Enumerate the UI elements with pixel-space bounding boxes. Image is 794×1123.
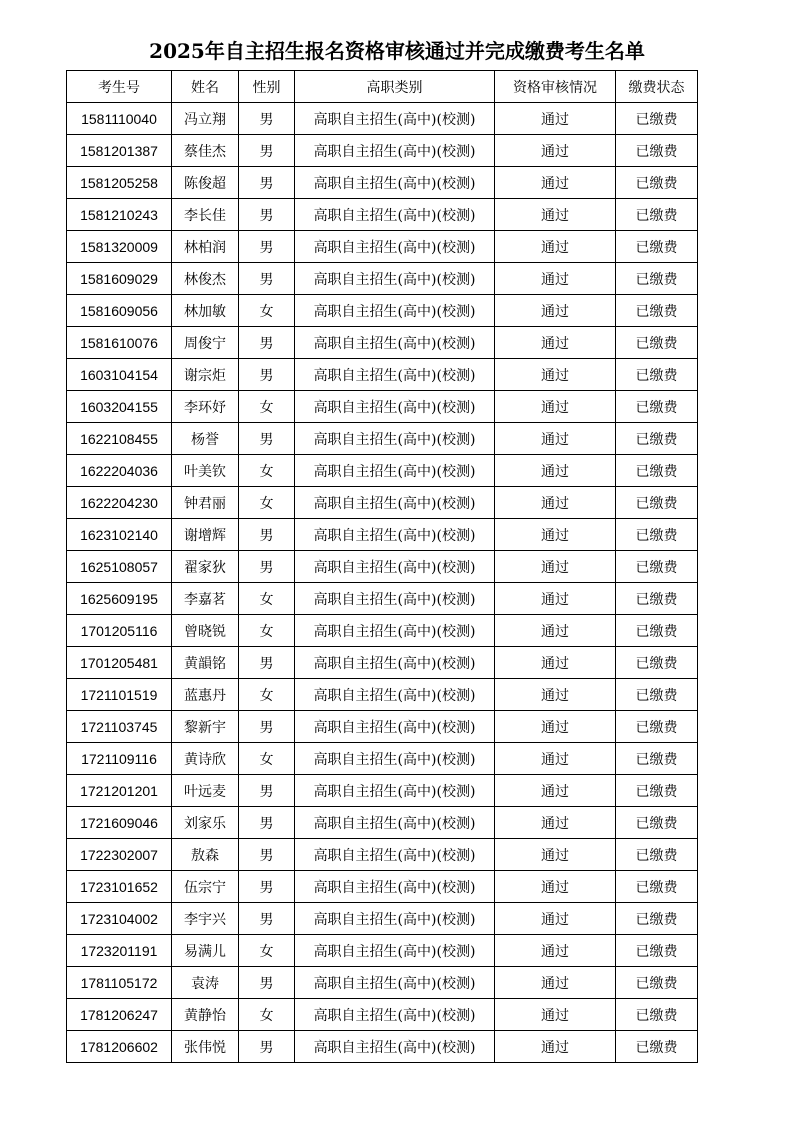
payment-status-cell: 已缴费: [616, 455, 698, 487]
table-row: [67, 103, 698, 135]
table-row: [67, 615, 698, 647]
review-status-cell: 通过: [495, 199, 616, 231]
category-cell: 高职自主招生(高中)(校测): [295, 455, 495, 487]
gender-cell: 男: [239, 647, 295, 679]
review-status-cell: 通过: [495, 423, 616, 455]
exam-id-cell: 1581210243: [67, 199, 172, 231]
gender-cell: 女: [239, 295, 295, 327]
exam-id-cell: 1721103745: [67, 711, 172, 743]
gender-cell: 男: [239, 263, 295, 295]
payment-status-cell: 已缴费: [616, 231, 698, 263]
name-cell: 李环妤: [172, 391, 239, 423]
category-cell: 高职自主招生(高中)(校测): [295, 679, 495, 711]
table-row: [67, 711, 698, 743]
payment-status-cell: 已缴费: [616, 647, 698, 679]
name-cell: 林柏润: [172, 231, 239, 263]
name-cell: 杨誉: [172, 423, 239, 455]
payment-status-cell: 已缴费: [616, 743, 698, 775]
gender-cell: 女: [239, 999, 295, 1031]
gender-cell: 男: [239, 807, 295, 839]
gender-cell: 男: [239, 231, 295, 263]
payment-status-cell: 已缴费: [616, 199, 698, 231]
table-row: [67, 871, 698, 903]
review-status-cell: 通过: [495, 1031, 616, 1063]
exam-id-cell: 1721609046: [67, 807, 172, 839]
exam-id-cell: 1723101652: [67, 871, 172, 903]
exam-id-cell: 1721109116: [67, 743, 172, 775]
name-cell: 林加敏: [172, 295, 239, 327]
review-status-cell: 通过: [495, 583, 616, 615]
exam-id-cell: 1722302007: [67, 839, 172, 871]
gender-cell: 男: [239, 103, 295, 135]
name-cell: 冯立翔: [172, 103, 239, 135]
table-row: [67, 231, 698, 263]
table-row: [67, 743, 698, 775]
payment-status-cell: 已缴费: [616, 551, 698, 583]
gender-cell: 女: [239, 679, 295, 711]
name-cell: 李宇兴: [172, 903, 239, 935]
table-row: [67, 391, 698, 423]
payment-status-cell: 已缴费: [616, 487, 698, 519]
review-status-cell: 通过: [495, 999, 616, 1031]
table-row: [67, 551, 698, 583]
name-cell: 曾晓锐: [172, 615, 239, 647]
category-cell: 高职自主招生(高中)(校测): [295, 935, 495, 967]
category-cell: 高职自主招生(高中)(校测): [295, 775, 495, 807]
name-cell: 叶美钦: [172, 455, 239, 487]
review-status-cell: 通过: [495, 103, 616, 135]
gender-cell: 男: [239, 903, 295, 935]
name-cell: 张伟悦: [172, 1031, 239, 1063]
table-row: [67, 1031, 698, 1063]
column-header-exam-id: 考生号: [67, 71, 172, 103]
payment-status-cell: 已缴费: [616, 359, 698, 391]
category-cell: 高职自主招生(高中)(校测): [295, 871, 495, 903]
gender-cell: 男: [239, 327, 295, 359]
category-cell: 高职自主招生(高中)(校测): [295, 583, 495, 615]
table-row: [67, 167, 698, 199]
name-cell: 蓝惠丹: [172, 679, 239, 711]
gender-cell: 女: [239, 455, 295, 487]
name-cell: 黄韻铭: [172, 647, 239, 679]
review-status-cell: 通过: [495, 327, 616, 359]
table-row: [67, 903, 698, 935]
gender-cell: 男: [239, 199, 295, 231]
category-cell: 高职自主招生(高中)(校测): [295, 103, 495, 135]
gender-cell: 女: [239, 743, 295, 775]
table-row: [67, 359, 698, 391]
exam-id-cell: 1622108455: [67, 423, 172, 455]
gender-cell: 男: [239, 1031, 295, 1063]
exam-id-cell: 1625609195: [67, 583, 172, 615]
review-status-cell: 通过: [495, 871, 616, 903]
exam-id-cell: 1781206247: [67, 999, 172, 1031]
exam-id-cell: 1581205258: [67, 167, 172, 199]
table-row: [67, 519, 698, 551]
column-header-gender: 性别: [239, 71, 295, 103]
table-body: [67, 103, 698, 1063]
review-status-cell: 通过: [495, 647, 616, 679]
category-cell: 高职自主招生(高中)(校测): [295, 167, 495, 199]
category-cell: 高职自主招生(高中)(校测): [295, 359, 495, 391]
exam-id-cell: 1723201191: [67, 935, 172, 967]
review-status-cell: 通过: [495, 455, 616, 487]
payment-status-cell: 已缴费: [616, 935, 698, 967]
name-cell: 谢增辉: [172, 519, 239, 551]
exam-id-cell: 1721201201: [67, 775, 172, 807]
gender-cell: 女: [239, 935, 295, 967]
table-row: [67, 839, 698, 871]
review-status-cell: 通过: [495, 263, 616, 295]
review-status-cell: 通过: [495, 839, 616, 871]
header-row: [67, 71, 698, 103]
category-cell: 高职自主招生(高中)(校测): [295, 135, 495, 167]
name-cell: 李长佳: [172, 199, 239, 231]
category-cell: 高职自主招生(高中)(校测): [295, 295, 495, 327]
gender-cell: 男: [239, 423, 295, 455]
gender-cell: 男: [239, 135, 295, 167]
exam-id-cell: 1781105172: [67, 967, 172, 999]
name-cell: 刘家乐: [172, 807, 239, 839]
gender-cell: 男: [239, 711, 295, 743]
category-cell: 高职自主招生(高中)(校测): [295, 743, 495, 775]
payment-status-cell: 已缴费: [616, 999, 698, 1031]
payment-status-cell: 已缴费: [616, 807, 698, 839]
gender-cell: 女: [239, 487, 295, 519]
column-header-category: 高职类别: [295, 71, 495, 103]
gender-cell: 男: [239, 519, 295, 551]
payment-status-cell: 已缴费: [616, 167, 698, 199]
review-status-cell: 通过: [495, 167, 616, 199]
exam-id-cell: 1623102140: [67, 519, 172, 551]
name-cell: 谢宗炬: [172, 359, 239, 391]
page-title: 2025年自主招生报名资格审核通过并完成缴费考生名单: [149, 39, 645, 63]
column-header-payment-status: 缴费状态: [616, 71, 698, 103]
table-row: [67, 199, 698, 231]
category-cell: 高职自主招生(高中)(校测): [295, 263, 495, 295]
table-row: [67, 935, 698, 967]
payment-status-cell: 已缴费: [616, 583, 698, 615]
gender-cell: 女: [239, 391, 295, 423]
payment-status-cell: 已缴费: [616, 135, 698, 167]
table-row: [67, 647, 698, 679]
table-row: [67, 263, 698, 295]
name-cell: 周俊宁: [172, 327, 239, 359]
exam-id-cell: 1603204155: [67, 391, 172, 423]
exam-id-cell: 1721101519: [67, 679, 172, 711]
gender-cell: 男: [239, 359, 295, 391]
gender-cell: 男: [239, 839, 295, 871]
category-cell: 高职自主招生(高中)(校测): [295, 327, 495, 359]
review-status-cell: 通过: [495, 679, 616, 711]
category-cell: 高职自主招生(高中)(校测): [295, 1031, 495, 1063]
review-status-cell: 通过: [495, 391, 616, 423]
name-cell: 黄静怡: [172, 999, 239, 1031]
gender-cell: 男: [239, 967, 295, 999]
name-cell: 钟君丽: [172, 487, 239, 519]
payment-status-cell: 已缴费: [616, 711, 698, 743]
table-row: [67, 679, 698, 711]
review-status-cell: 通过: [495, 967, 616, 999]
review-status-cell: 通过: [495, 775, 616, 807]
name-cell: 叶远麦: [172, 775, 239, 807]
table-row: [67, 327, 698, 359]
table-row: [67, 999, 698, 1031]
exam-id-cell: 1581110040: [67, 103, 172, 135]
name-cell: 陈俊超: [172, 167, 239, 199]
exam-id-cell: 1581610076: [67, 327, 172, 359]
gender-cell: 男: [239, 167, 295, 199]
exam-id-cell: 1625108057: [67, 551, 172, 583]
exam-id-cell: 1781206602: [67, 1031, 172, 1063]
name-cell: 李嘉茗: [172, 583, 239, 615]
review-status-cell: 通过: [495, 359, 616, 391]
table-row: [67, 807, 698, 839]
name-cell: 黄诗欣: [172, 743, 239, 775]
table-row: [67, 487, 698, 519]
category-cell: 高职自主招生(高中)(校测): [295, 551, 495, 583]
review-status-cell: 通过: [495, 903, 616, 935]
exam-id-cell: 1701205481: [67, 647, 172, 679]
review-status-cell: 通过: [495, 935, 616, 967]
table-row: [67, 295, 698, 327]
name-cell: 袁涛: [172, 967, 239, 999]
exam-id-cell: 1581201387: [67, 135, 172, 167]
category-cell: 高职自主招生(高中)(校测): [295, 807, 495, 839]
category-cell: 高职自主招生(高中)(校测): [295, 231, 495, 263]
review-status-cell: 通过: [495, 615, 616, 647]
category-cell: 高职自主招生(高中)(校测): [295, 967, 495, 999]
column-header-name: 姓名: [172, 71, 239, 103]
table-row: [67, 423, 698, 455]
exam-id-cell: 1723104002: [67, 903, 172, 935]
gender-cell: 男: [239, 775, 295, 807]
table-row: [67, 583, 698, 615]
category-cell: 高职自主招生(高中)(校测): [295, 711, 495, 743]
category-cell: 高职自主招生(高中)(校测): [295, 839, 495, 871]
name-cell: 翟家狄: [172, 551, 239, 583]
payment-status-cell: 已缴费: [616, 903, 698, 935]
payment-status-cell: 已缴费: [616, 295, 698, 327]
payment-status-cell: 已缴费: [616, 103, 698, 135]
review-status-cell: 通过: [495, 519, 616, 551]
gender-cell: 男: [239, 871, 295, 903]
payment-status-cell: 已缴费: [616, 423, 698, 455]
table-row: [67, 455, 698, 487]
name-cell: 蔡佳杰: [172, 135, 239, 167]
category-cell: 高职自主招生(高中)(校测): [295, 423, 495, 455]
review-status-cell: 通过: [495, 743, 616, 775]
review-status-cell: 通过: [495, 807, 616, 839]
candidate-table: [66, 70, 698, 1063]
exam-id-cell: 1581609056: [67, 295, 172, 327]
category-cell: 高职自主招生(高中)(校测): [295, 647, 495, 679]
category-cell: 高职自主招生(高中)(校测): [295, 903, 495, 935]
payment-status-cell: 已缴费: [616, 391, 698, 423]
payment-status-cell: 已缴费: [616, 967, 698, 999]
gender-cell: 女: [239, 615, 295, 647]
category-cell: 高职自主招生(高中)(校测): [295, 487, 495, 519]
payment-status-cell: 已缴费: [616, 327, 698, 359]
gender-cell: 男: [239, 551, 295, 583]
payment-status-cell: 已缴费: [616, 839, 698, 871]
exam-id-cell: 1581320009: [67, 231, 172, 263]
category-cell: 高职自主招生(高中)(校测): [295, 199, 495, 231]
category-cell: 高职自主招生(高中)(校测): [295, 615, 495, 647]
review-status-cell: 通过: [495, 135, 616, 167]
name-cell: 伍宗宁: [172, 871, 239, 903]
exam-id-cell: 1622204036: [67, 455, 172, 487]
table-row: [67, 775, 698, 807]
table-row: [67, 967, 698, 999]
name-cell: 易满儿: [172, 935, 239, 967]
review-status-cell: 通过: [495, 231, 616, 263]
exam-id-cell: 1603104154: [67, 359, 172, 391]
gender-cell: 女: [239, 583, 295, 615]
category-cell: 高职自主招生(高中)(校测): [295, 999, 495, 1031]
name-cell: 林俊杰: [172, 263, 239, 295]
payment-status-cell: 已缴费: [616, 1031, 698, 1063]
exam-id-cell: 1581609029: [67, 263, 172, 295]
column-header-review-status: 资格审核情况: [495, 71, 616, 103]
payment-status-cell: 已缴费: [616, 679, 698, 711]
review-status-cell: 通过: [495, 487, 616, 519]
category-cell: 高职自主招生(高中)(校测): [295, 519, 495, 551]
name-cell: 敖森: [172, 839, 239, 871]
table-row: [67, 135, 698, 167]
exam-id-cell: 1701205116: [67, 615, 172, 647]
payment-status-cell: 已缴费: [616, 263, 698, 295]
name-cell: 黎新宇: [172, 711, 239, 743]
review-status-cell: 通过: [495, 711, 616, 743]
payment-status-cell: 已缴费: [616, 871, 698, 903]
payment-status-cell: 已缴费: [616, 775, 698, 807]
payment-status-cell: 已缴费: [616, 615, 698, 647]
review-status-cell: 通过: [495, 295, 616, 327]
exam-id-cell: 1622204230: [67, 487, 172, 519]
payment-status-cell: 已缴费: [616, 519, 698, 551]
category-cell: 高职自主招生(高中)(校测): [295, 391, 495, 423]
review-status-cell: 通过: [495, 551, 616, 583]
